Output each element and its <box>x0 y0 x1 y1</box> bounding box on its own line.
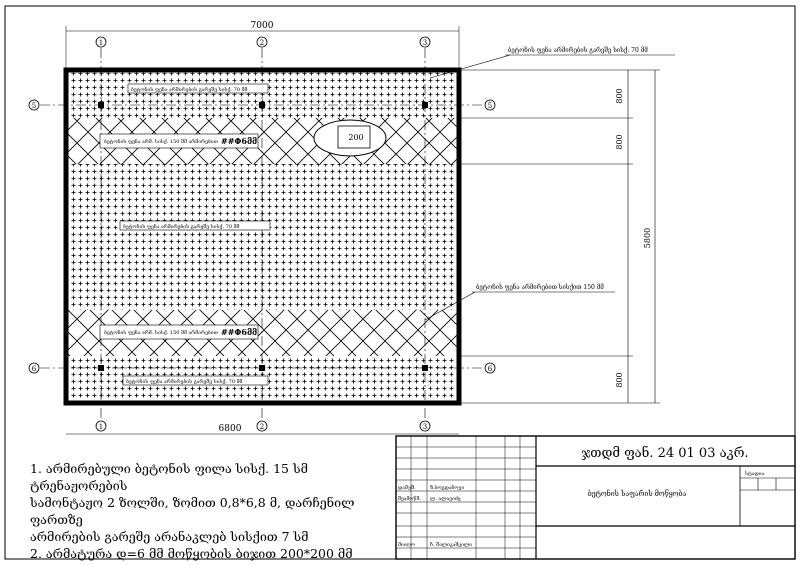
dim-right-seg-2: 800 <box>615 134 624 150</box>
column-marker <box>98 365 104 371</box>
axis-label-3-top: 3 <box>422 39 428 47</box>
title-name: ბეტონის საფარის მოწყობა <box>587 490 687 498</box>
dim-top-width: 7000 <box>250 21 274 31</box>
axis-label-1-bottom: 1 <box>98 423 104 431</box>
column-marker <box>259 365 265 371</box>
title-name-3: ჩ. შალიკაშვილი <box>430 542 473 548</box>
title-role-1: დამუშ. <box>398 485 416 491</box>
title-name-2: ლ. ალავიძე <box>430 496 461 502</box>
column-marker <box>98 102 104 108</box>
column-marker <box>422 102 428 108</box>
note-line-3: არმირების გარეშე არანაკლებ სისქით 7 სმ <box>30 529 309 544</box>
plate-band-1-text: ბეტონის ფენა არმ. სისქ. 150 მმ არმირებით <box>104 139 218 145</box>
title-stage-label: სტადია <box>745 471 765 477</box>
title-role-3: მიიღო <box>398 542 415 548</box>
plate-bottom-text: ბეტონის ფენა არმირების გარეშე სისქ. 70 მმ <box>126 379 243 385</box>
column-marker <box>259 102 265 108</box>
opening-dimension: 200 <box>348 133 364 142</box>
axis-label-1-top: 1 <box>98 39 104 47</box>
axis-label-5-right: 5 <box>487 102 493 110</box>
axis-label-2-top: 2 <box>259 39 265 47</box>
general-notes <box>30 460 390 562</box>
title-role-2: შეამოწმ. <box>398 496 421 502</box>
title-code: ჯთდმ ფან. 24 01 03 აკრ. <box>581 446 749 461</box>
note-line-2: სამონტაჟო 2 ზოლში, ზომით 0,8*6,8 მ, დარჩენილ ფართზე <box>30 495 355 527</box>
axis-label-2-bottom: 2 <box>259 423 265 431</box>
note-line-1: 1. არმირებული ბეტონის ფილა სისქ. 15 სმ ტრენაჟორების <box>30 461 308 493</box>
axis-label-5-left: 5 <box>31 102 37 110</box>
dim-bottom-width: 6800 <box>218 424 242 434</box>
callout-middle: ბეტონის ფენა არმირებით სისქით 150 მმ <box>476 284 604 291</box>
dim-right-seg-1: 800 <box>615 88 624 104</box>
plate-band-2-tag: ##Φ6მმ <box>221 327 258 337</box>
note-line-4: 2. არმატურა დ=6 მმ მოწყობის ბიჯით 200*200 მმ <box>30 546 353 561</box>
plate-band-1-tag: ##Φ6მმ <box>221 136 258 146</box>
plate-band-2-text: ბეტონის ფენა არმ. სისქ. 150 მმ არმირებით <box>104 330 218 336</box>
plate-small-text: ბეტონის ფენა არმირების გარეშე სისქ. 70 მმ <box>131 87 248 93</box>
axis-label-6-left: 6 <box>31 365 37 373</box>
axis-label-3-bottom: 3 <box>422 423 428 431</box>
column-marker <box>422 365 428 371</box>
dim-total-height: 5800 <box>643 227 652 249</box>
title-name-1: ზ.ბოგდანოვი <box>430 485 465 491</box>
callout-top: ბეტონის ფენა არმირების გარეშე სისქ. 70 მმ <box>508 47 648 54</box>
axis-label-6-right: 6 <box>487 365 493 373</box>
dim-right-seg-3: 800 <box>615 372 624 388</box>
leader-top <box>430 55 510 78</box>
plate-mid-text: ბეტონის ფენა არმირების გარეშე სისქ. 70 მმ <box>123 224 240 230</box>
